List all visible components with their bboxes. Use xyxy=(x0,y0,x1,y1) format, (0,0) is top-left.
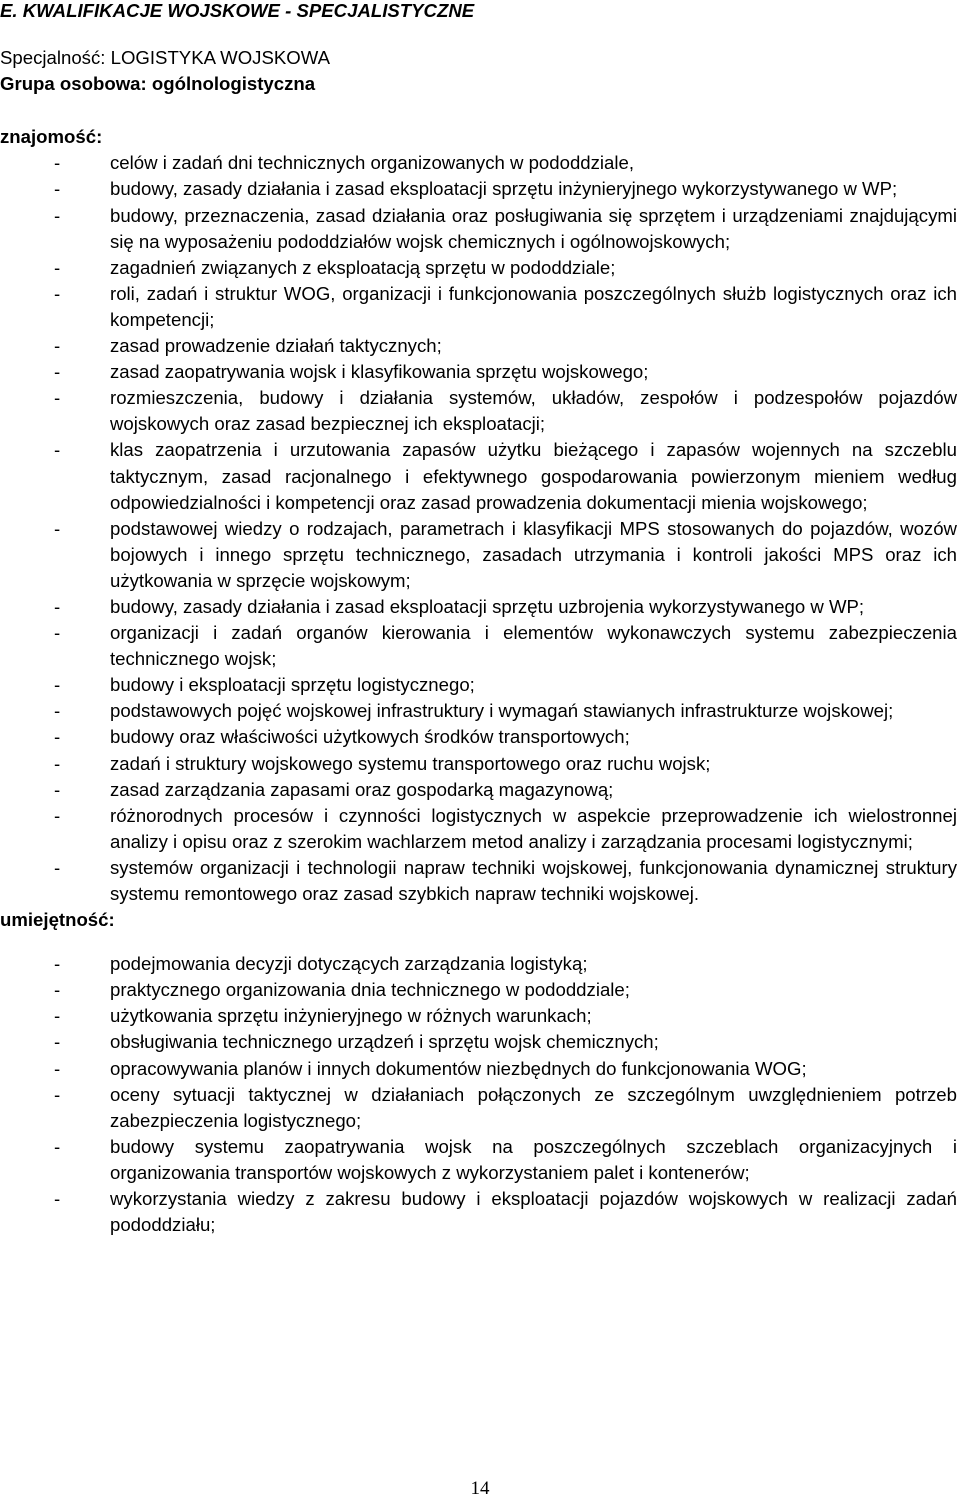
list-item xyxy=(0,724,957,750)
list-dash: - xyxy=(54,361,61,383)
list-dash: - xyxy=(54,752,61,774)
list-item xyxy=(0,855,957,907)
list-dash: - xyxy=(54,1005,61,1027)
list-dash: - xyxy=(54,256,61,278)
list-dash: - xyxy=(54,953,61,975)
knowledge-heading: znajomość: xyxy=(0,126,103,148)
list-item-text: praktycznego organizowania dnia technicznego w pododdziale; xyxy=(110,979,630,1001)
list-item-text: rozmieszczenia, budowy i działania systemów, układów, zespołów i podzespołów pojazdów wojskowych oraz zasad bezpiecznej ich eksploatacji; xyxy=(110,387,957,435)
list-item xyxy=(0,516,957,594)
list-dash: - xyxy=(54,517,61,539)
page-number: 14 xyxy=(470,1478,490,1499)
list-item xyxy=(0,698,957,724)
list-item xyxy=(0,176,957,202)
list-dash: - xyxy=(54,152,61,174)
list-item xyxy=(0,1134,957,1186)
list-item xyxy=(0,594,957,620)
list-item xyxy=(0,437,957,515)
list-dash: - xyxy=(54,1135,61,1157)
list-dash: - xyxy=(54,856,61,878)
list-item xyxy=(0,281,957,333)
list-item-text: użytkowania sprzętu inżynieryjnego w różnych warunkach; xyxy=(110,1005,592,1027)
list-dash: - xyxy=(54,1057,61,1079)
list-dash: - xyxy=(54,1031,61,1053)
personnel-group-label: Grupa osobowa: xyxy=(0,73,147,95)
list-item-text: celów i zadań dni technicznych organizowanych w pododdziale, xyxy=(110,152,635,174)
list-item xyxy=(0,977,957,1003)
list-item-text: budowy systemu zaopatrywania wojsk na poszczególnych szczeblach organizacyjnych i organizowania transportów wojskowych z wykorzystaniem palet i kontenerów; xyxy=(110,1135,957,1183)
list-item xyxy=(0,1186,957,1238)
list-item-text: zadań i struktury wojskowego systemu transportowego oraz ruchu wojsk; xyxy=(110,752,711,774)
list-item xyxy=(0,255,957,281)
list-item xyxy=(0,359,957,385)
list-dash: - xyxy=(54,204,61,226)
skills-list xyxy=(0,951,957,1238)
list-item xyxy=(0,1082,957,1134)
list-dash: - xyxy=(54,595,61,617)
list-item-text: zasad prowadzenie działań taktycznych; xyxy=(110,335,442,357)
list-item xyxy=(0,620,957,672)
list-item xyxy=(0,803,957,855)
list-item xyxy=(0,333,957,359)
specialty-line xyxy=(0,45,957,71)
list-dash: - xyxy=(54,335,61,357)
specialty-value: LOGISTYKA WOJSKOWA xyxy=(110,47,330,69)
list-dash: - xyxy=(54,1188,61,1210)
list-item-text: różnorodnych procesów i czynności logistycznych w aspekcie przeprowadzenie ich wielostronnej analizy i opisu oraz z szerokim wachlarzem metod analizy i zarządzania procesami logistycznymi; xyxy=(110,804,957,852)
list-item xyxy=(0,150,957,176)
list-item-text: oceny sytuacji taktycznej w działaniach połączonych ze szczególnym uwzględnieniem potrzeb zabezpieczenia logistycznego; xyxy=(110,1083,957,1131)
list-item-text: klas zaopatrzenia i urzutowania zapasów użytku bieżącego i zapasów wojennych na szczeblu taktycznym, zasad racjonalnego i efektywnego gospodarowania powierzonym mieniem według odpowiedzialności i kompetencji oraz zasad prowadzenia dokumentacji mienia wojskowego; xyxy=(110,439,957,513)
list-dash: - xyxy=(54,700,61,722)
personnel-group-value: ogólnologistyczna xyxy=(151,73,316,95)
list-dash: - xyxy=(54,387,61,409)
list-dash: - xyxy=(54,282,61,304)
list-dash: - xyxy=(54,178,61,200)
list-dash: - xyxy=(54,778,61,800)
list-item-text: roli, zadań i struktur WOG, organizacji i funkcjonowania poszczególnych służb logistycznych oraz ich kompetencji; xyxy=(110,282,957,330)
list-item xyxy=(0,951,957,977)
list-item-text: zasad zarządzania zapasami oraz gospodarką magazynową; xyxy=(110,778,614,800)
skills-heading: umiejętność: xyxy=(0,909,115,931)
list-item-text: podstawowej wiedzy o rodzajach, parametrach i klasyfikacji MPS stosowanych do pojazdów, wozów bojowych i innego sprzętu technicznego, zasadach utrzymania i kontroli jakości MPS oraz ich użytkowania w sprzęcie wojskowym; xyxy=(110,517,957,591)
list-dash: - xyxy=(54,1083,61,1105)
list-item-text: wykorzystania wiedzy z zakresu budowy i eksploatacji pojazdów wojskowych w realizacji zadań pododdziału; xyxy=(110,1188,957,1236)
list-dash: - xyxy=(54,674,61,696)
list-item-text: zagadnień związanych z eksploatacją sprzętu w pododdziale; xyxy=(110,256,616,278)
list-dash: - xyxy=(54,804,61,826)
list-item xyxy=(0,777,957,803)
list-item-text: budowy, zasady działania i zasad eksploatacji sprzętu uzbrojenia wykorzystywanego w WP; xyxy=(110,595,865,617)
list-item-text: opracowywania planów i innych dokumentów niezbędnych do funkcjonowania WOG; xyxy=(110,1057,807,1079)
list-item-text: obsługiwania technicznego urządzeń i sprzętu wojsk chemicznych; xyxy=(110,1031,659,1053)
list-item xyxy=(0,672,957,698)
personnel-group-line xyxy=(0,71,957,97)
specialty-label: Specjalność: xyxy=(0,47,106,69)
list-item xyxy=(0,385,957,437)
knowledge-list xyxy=(0,150,957,907)
list-item-text: budowy oraz właściwości użytkowych środków transportowych; xyxy=(110,726,630,748)
list-item-text: budowy, zasady działania i zasad eksploatacji sprzętu inżynieryjnego wykorzystywanego w WP; xyxy=(110,178,898,200)
list-item-text: podejmowania decyzji dotyczących zarządzania logistyką; xyxy=(110,953,588,975)
list-item xyxy=(0,1003,957,1029)
list-item-text: organizacji i zadań organów kierowania i elementów wykonawczych systemu zabezpieczenia technicznego wojsk; xyxy=(110,622,957,670)
list-item xyxy=(0,1056,957,1082)
list-item xyxy=(0,751,957,777)
list-dash: - xyxy=(54,979,61,1001)
list-dash: - xyxy=(54,622,61,644)
list-item xyxy=(0,1029,957,1055)
list-item-text: budowy, przeznaczenia, zasad działania oraz posługiwania się sprzętem i urządzeniami znajdującymi się na wyposażeniu pododdziałów wojsk chemicznych i ogólnowojskowych; xyxy=(110,204,957,252)
list-dash: - xyxy=(54,726,61,748)
list-item xyxy=(0,203,957,255)
list-item-text: zasad zaopatrywania wojsk i klasyfikowania sprzętu wojskowego; xyxy=(110,361,649,383)
list-item-text: podstawowych pojęć wojskowej infrastruktury i wymagań stawianych infrastrukturze wojskowej; xyxy=(110,700,894,722)
list-item-text: systemów organizacji i technologii napraw techniki wojskowej, funkcjonowania dynamicznej struktury systemu remontowego oraz zasad szybkich napraw techniki wojskowej. xyxy=(110,856,957,904)
list-item-text: budowy i eksploatacji sprzętu logistycznego; xyxy=(110,674,475,696)
list-dash: - xyxy=(54,439,61,461)
section-title: E. KWALIFIKACJE WOJSKOWE - SPECJALISTYCZNE xyxy=(0,0,475,21)
